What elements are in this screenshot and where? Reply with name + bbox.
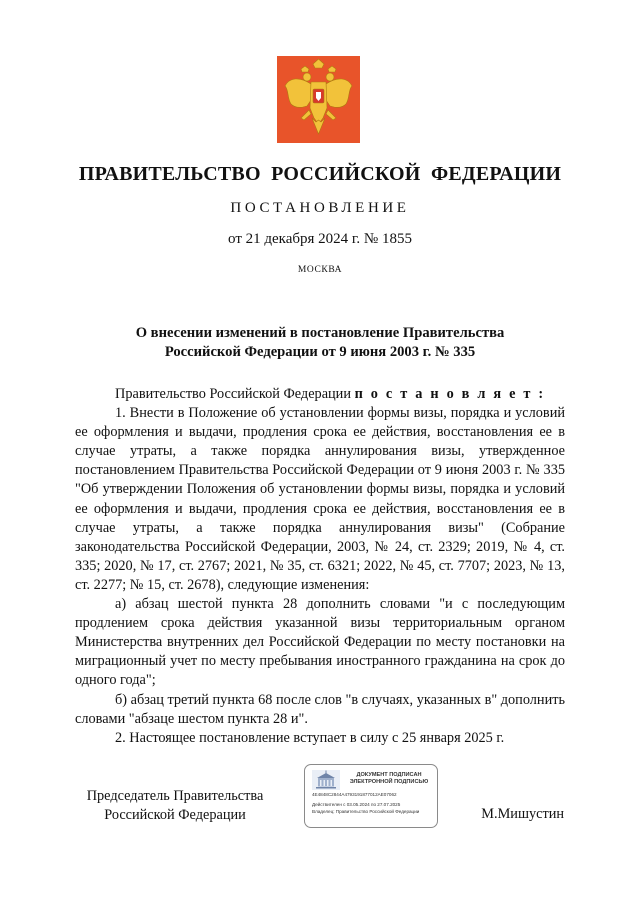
signer-position-line-1: Председатель Правительства	[86, 788, 264, 804]
esign-owner: Владелец: Правительство Российской Федерации	[312, 809, 420, 814]
esign-title-line-1: ДОКУМЕНТ ПОДПИСАН	[356, 772, 422, 778]
double-headed-eagle-icon	[277, 56, 360, 143]
coat-of-arms-emblem	[277, 56, 360, 143]
paragraph-1: 1. Внести в Положение об установлении формы визы, порядка и условий ее оформления и выдачи, продления срока ее действия, восстановления ее в случае утраты, а также порядка аннулирования визы, утвержденное постановлением Правительства Российской Федерации от 9 июня 2003 г. № 335 "Об утверждении Положения об установлении формы визы, порядка и условий ее оформления и выдачи, продления срока ее действия, восстановления ее в случае утраты, а также порядка аннулирования визы" (Собрание законодательства Российской Федерации, 2003, № 24, ст. 2329; 2019, № 4, ст. 335; 2020, № 17, ст. 2767; 2021, № 35, ст. 6321; 2022, № 45, ст. 7707; 2023, № 13, ст. 2277; № 15, ст. 2678), следующие изменения:	[75, 405, 565, 593]
esign-title	[343, 772, 435, 786]
document-city: МОСКВА	[297, 265, 343, 275]
government-title: ПРАВИТЕЛЬСТВО РОССИЙСКОЙ ФЕДЕРАЦИИ	[78, 163, 562, 185]
signer-position	[75, 787, 275, 825]
intro-text: Правительство Российской Федерации	[115, 386, 355, 402]
subject-line-1: О внесении изменений в постановление Правительства	[135, 325, 505, 341]
esign-serial: 4E4848C2844A4793191877012AE07062	[312, 792, 397, 797]
document-body	[75, 385, 565, 748]
decree-word: п о с т а н о в л я е т :	[354, 386, 546, 402]
electronic-signature-stamp	[304, 764, 438, 828]
document-type: ПОСТАНОВЛЕНИЕ	[230, 200, 410, 216]
document-subject	[0, 324, 640, 362]
item-a: а) абзац шестой пункта 28 дополнить словами "и с последующим продлением срока действия указанной визы территориальным органом Министерства внутренних дел Российской Федерации по месту постановки на миграционный учет по месту пребывания иностранного гражданина на срок до одного года";	[75, 596, 565, 689]
item-b: б) абзац третий пункта 68 после слов "в случаях, указанных в" дополнить словами "абзаце шестом пункта 28 и".	[75, 691, 565, 727]
government-building-icon	[312, 770, 340, 790]
subject-line-2: Российской Федерации от 9 июня 2003 г. № 335	[164, 344, 476, 360]
esign-title-line-2: ЭЛЕКТРОННОЙ ПОДПИСЬЮ	[349, 779, 429, 785]
signer-position-line-2: Российской Федерации	[104, 807, 246, 823]
intro-paragraph	[75, 385, 565, 404]
document-date-number: от 21 декабря 2024 г. № 1855	[228, 231, 412, 247]
paragraph-2: 2. Настоящее постановление вступает в силу с 25 января 2025 г.	[115, 729, 505, 746]
esign-validity: Действителен с 03.05.2024 по 27.07.2025	[312, 802, 401, 807]
signer-name: М.Мишустин	[481, 806, 564, 822]
